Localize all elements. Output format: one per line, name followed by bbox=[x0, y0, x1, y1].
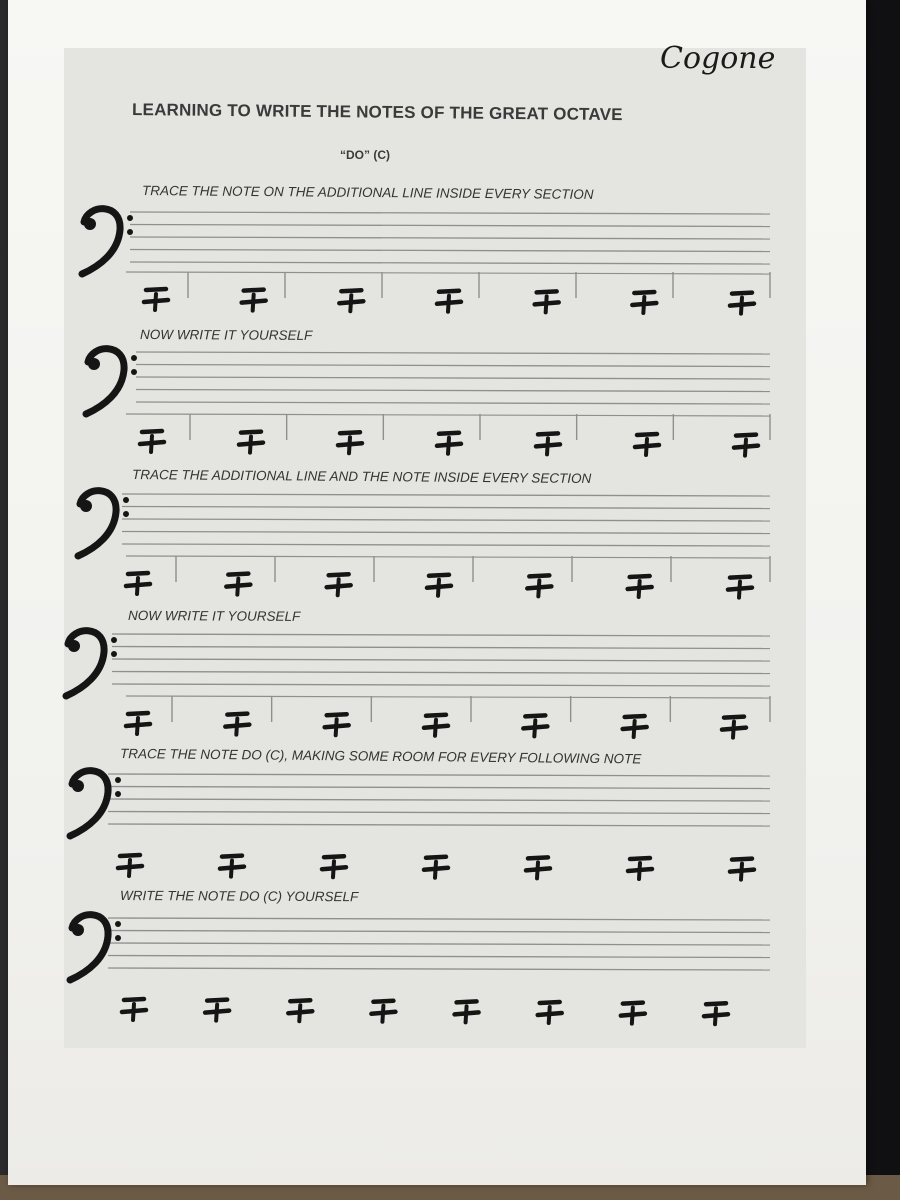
ledger-note-c-icon bbox=[632, 292, 656, 313]
exercise-3 bbox=[78, 491, 770, 598]
ledger-note-c-icon bbox=[220, 856, 244, 877]
notes bbox=[118, 855, 754, 880]
exercise-6-instruction: WRITE THE NOTE DO (C) YOURSELF bbox=[119, 888, 359, 905]
ledger-note-c-icon bbox=[734, 435, 758, 456]
staff-lines bbox=[112, 634, 770, 686]
ledger-note-c-icon bbox=[126, 573, 150, 594]
ledger-note-c-icon bbox=[118, 855, 142, 876]
ledger-note-c-icon bbox=[322, 856, 346, 877]
ledger-note-c-icon bbox=[437, 291, 461, 312]
ledger-note-c-icon bbox=[288, 1000, 312, 1021]
exercise-3-instruction: TRACE THE ADDITIONAL LINE AND THE NOTE INSIDE EVERY SECTION bbox=[131, 467, 592, 487]
ledger-note-c-icon bbox=[242, 290, 266, 311]
ledger-note-c-icon bbox=[535, 291, 559, 312]
ledger-note-c-icon bbox=[325, 714, 349, 735]
ledger-note-c-icon bbox=[536, 433, 560, 454]
ledger-note-c-icon bbox=[635, 434, 659, 455]
ledger-note-c-icon bbox=[424, 715, 448, 736]
notes bbox=[140, 431, 758, 456]
ledger-note-c-icon bbox=[226, 574, 250, 595]
exercise-6 bbox=[70, 915, 770, 1025]
bass-clef-icon bbox=[70, 771, 121, 836]
notes bbox=[126, 573, 752, 598]
ledger-note-c-icon bbox=[437, 433, 461, 454]
ledger-note-c-icon bbox=[327, 574, 351, 595]
ledger-note-c-icon bbox=[339, 290, 363, 311]
exercise-1 bbox=[82, 209, 770, 314]
ledger-note-c-icon bbox=[621, 1003, 645, 1024]
bass-clef-icon bbox=[66, 631, 117, 696]
page-title: LEARNING TO WRITE THE NOTES OF THE GREAT OCTAVE bbox=[131, 100, 623, 125]
staff-lines bbox=[130, 212, 770, 264]
ledger-note-c-icon bbox=[424, 857, 448, 878]
exercise-2-instruction: NOW WRITE IT YOURSELF bbox=[139, 327, 313, 343]
ledger-note-c-icon bbox=[239, 432, 263, 453]
page-subtitle: “DO” (C) bbox=[340, 148, 390, 162]
ledger-note-c-icon bbox=[704, 1003, 728, 1024]
ledger-note-c-icon bbox=[628, 858, 652, 879]
bass-clef-icon bbox=[86, 349, 137, 414]
ledger-note-c-icon bbox=[126, 713, 150, 734]
staff-lines bbox=[108, 774, 770, 826]
ledger-note-c-icon bbox=[455, 1001, 479, 1022]
ledger-note-c-icon bbox=[205, 1000, 229, 1021]
ledger-note-c-icon bbox=[538, 1002, 562, 1023]
ledger-note-c-icon bbox=[122, 999, 146, 1020]
ledger-note-c-icon bbox=[225, 714, 249, 735]
exercise-4 bbox=[66, 631, 770, 738]
ledger-note-c-icon bbox=[371, 1001, 395, 1022]
ledger-note-c-icon bbox=[527, 575, 551, 596]
exercise-4-instruction: NOW WRITE IT YOURSELF bbox=[127, 608, 301, 624]
section-dividers bbox=[126, 556, 770, 582]
ledger-note-c-icon bbox=[730, 293, 754, 314]
ledger-note-c-icon bbox=[523, 715, 547, 736]
bass-clef-icon bbox=[82, 209, 133, 274]
ledger-note-c-icon bbox=[722, 717, 746, 738]
exercise-5-instruction: TRACE THE NOTE DO (C), MAKING SOME ROOM FOR EVERY FOLLOWING NOTE bbox=[119, 746, 642, 767]
staff-lines bbox=[136, 352, 770, 404]
exercise-2 bbox=[86, 349, 770, 456]
ledger-note-c-icon bbox=[144, 289, 168, 310]
signature-text: Cogone bbox=[660, 41, 776, 76]
ledger-note-c-icon bbox=[526, 857, 550, 878]
ledger-note-c-icon bbox=[728, 577, 752, 598]
ledger-note-c-icon bbox=[730, 859, 754, 880]
notes bbox=[144, 289, 754, 314]
exercise-5 bbox=[70, 771, 770, 880]
section-dividers bbox=[126, 696, 770, 722]
ledger-note-c-icon bbox=[628, 576, 652, 597]
staff-lines bbox=[108, 918, 770, 970]
ledger-note-c-icon bbox=[427, 575, 451, 596]
notes bbox=[126, 713, 746, 738]
bass-clef-icon bbox=[70, 915, 121, 980]
bass-clef-icon bbox=[78, 491, 129, 556]
ledger-note-c-icon bbox=[338, 432, 362, 453]
ledger-note-c-icon bbox=[140, 431, 164, 452]
notes bbox=[122, 999, 728, 1024]
exercise-1-instruction: TRACE THE NOTE ON THE ADDITIONAL LINE INSIDE EVERY SECTION bbox=[141, 183, 594, 202]
staff-lines bbox=[122, 494, 770, 546]
ledger-note-c-icon bbox=[623, 716, 647, 737]
